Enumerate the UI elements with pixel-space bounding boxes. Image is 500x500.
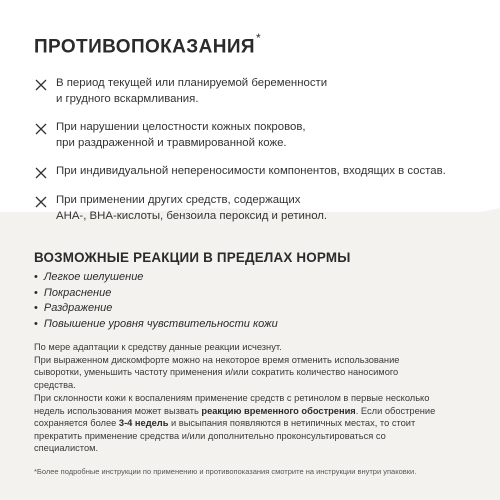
retinol-note: При склонности кожи к воспалениям применение средств с ретинолом в первые несколько недель использования может вызвать реакцию временного обострения. Если обострение сохраняется более 3-4 недель и высыпания появляются в нетипичных местах, то стоит прекратить применение средства и/или дополнительно проконсультироваться со специалистом.: [34, 393, 436, 454]
contraindication-text: В период текущей или планируемой беременности и грудного вскармливания.: [56, 77, 328, 105]
list-item: [34, 120, 474, 151]
cross-icon: [34, 78, 48, 92]
cross-icon: [34, 195, 48, 209]
list-item: [34, 164, 474, 180]
emphasis-text: реакцию временного обострения: [201, 405, 356, 416]
list-item: • Легкое шелушение: [34, 270, 464, 286]
emphasis-text: 3-4 недель: [118, 418, 169, 429]
list-item: [34, 193, 474, 224]
reactions-list: [34, 270, 464, 332]
list-item: [34, 76, 474, 107]
contraindication-text: При применении других средств, содержащих AHA-, BHA-кислоты, бензоила пероксид и ретинол.: [56, 194, 328, 222]
reactions-title: ВОЗМОЖНЫЕ РЕАКЦИИ В ПРЕДЕЛАХ НОРМЫ: [34, 250, 351, 265]
cross-icon: [34, 166, 48, 180]
contraindications-title: ПРОТИВОПОКАЗАНИЯ*: [34, 31, 262, 58]
contraindication-text: При нарушении целостности кожных покровов, при раздраженной и травмированной коже.: [56, 121, 306, 149]
bullet-icon: •: [34, 302, 38, 314]
list-item: • Покраснение: [34, 286, 464, 302]
footnote: *Более подробные инструкции по применению и противопоказания смотрите на инструкции внутри упаковки.: [34, 467, 417, 476]
cross-icon: [34, 122, 48, 136]
contraindication-text: При индивидуальной непереносимости компонентов, входящих в состав.: [56, 165, 446, 177]
bullet-icon: •: [34, 317, 38, 330]
contraindications-list: [34, 76, 474, 237]
list-item: • Раздражение: [34, 301, 464, 317]
bullet-icon: •: [34, 286, 38, 299]
adaptation-note: По мере адаптации к средству данные реакции исчезнут. При выраженном дискомфорте можно на некоторое время отменить использование сыворотки, уменьшить частоту применения и/или сократить количество наносимого средства.: [34, 342, 400, 390]
list-item: • Повышение уровня чувствительности кожи: [34, 317, 464, 333]
bullet-icon: •: [34, 271, 38, 283]
